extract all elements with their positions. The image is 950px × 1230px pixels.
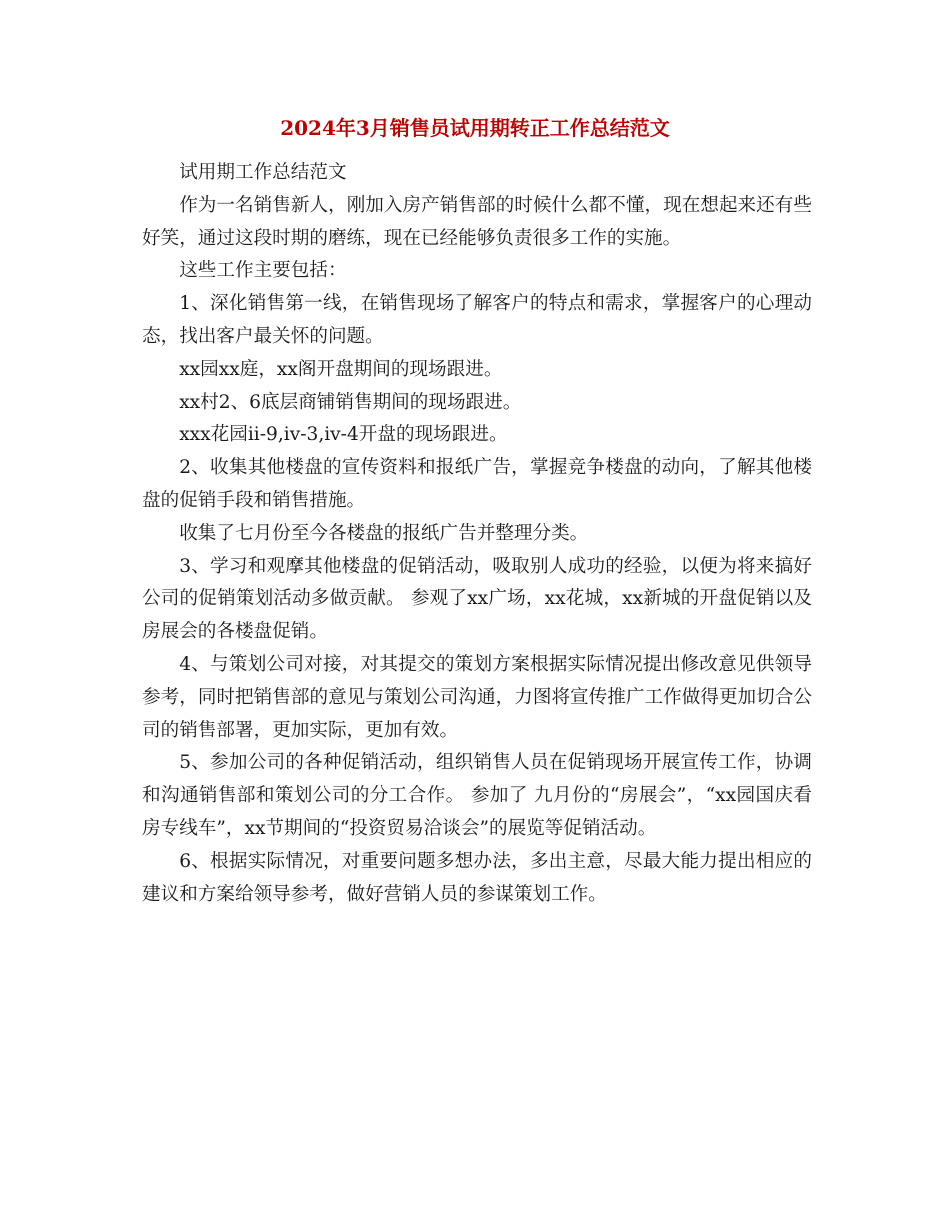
paragraph: 试用期工作总结范文 [179, 162, 347, 183]
document-body [142, 157, 812, 911]
paragraph: xx园xx庭，xx阁开盘期间的现场跟进。 [179, 358, 503, 380]
paragraph: 这些工作主要包括： [179, 260, 347, 282]
document-title: 2024年3月销售员试用期转正工作总结范文 [280, 116, 670, 140]
paragraph: 作为一名销售新人，刚加入房产销售部的时候什么都不懂，现在想起来还有些好笑，通过这段时期的磨练，现在已经能够负责很多工作的实施。 [142, 194, 812, 249]
paragraph: 2、收集其他楼盘的宣传资料和报纸广告，掌握竞争楼盘的动向，了解其他楼盘的促销手段和销售措施。 [142, 457, 812, 511]
paragraph: xxx花园ii-9,iv-3,iv-4开盘的现场跟进。 [179, 424, 508, 446]
paragraph: 5、参加公司的各种促销活动，组织销售人员在促销现场开展宣传工作，协调和沟通销售部和策划公司的分工合作。 参加了 九月份的“房展会”，“xx园国庆看房专线车”，xx节期间的“投资贸易洽谈会”的展览等促销活动。 [142, 752, 812, 839]
paragraph: 收集了七月份至今各楼盘的报纸广告并整理分类。 [179, 522, 589, 544]
paragraph: xx村2、6底层商铺销售期间的现场跟进。 [179, 391, 522, 413]
paragraph: 4、与策划公司对接，对其提交的策划方案根据实际情况提出修改意见供领导参考，同时把销售部的意见与策划公司沟通，力图将宣传推广工作做得更加切合公司的销售部署，更加实际，更加有效。 [142, 653, 812, 741]
paragraph: 1、深化销售第一线，在销售现场了解客户的特点和需求，掌握客户的心理动态，找出客户最关怀的问题。 [142, 293, 812, 347]
paragraph: 3、学习和观摩其他楼盘的促销活动，吸取别人成功的经验，以便为将来搞好公司的促销策划活动多做贡献。 参观了xx广场，xx花城，xx新城的开盘促销以及房展会的各楼盘促销。 [142, 555, 812, 643]
paragraph: 6、根据实际情况，对重要问题多想办法，多出主意，尽最大能力提出相应的建议和方案给领导参考，做好营销人员的参谋策划工作。 [142, 850, 812, 905]
